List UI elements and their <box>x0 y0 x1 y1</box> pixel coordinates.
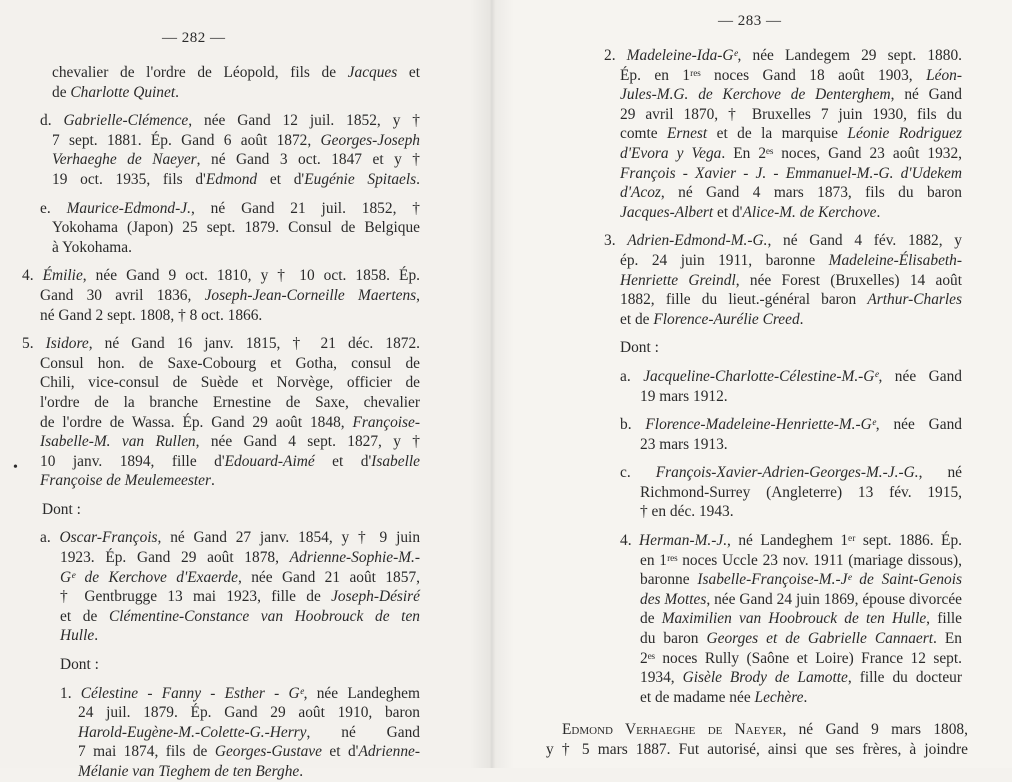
text-line: Consul hon. de Saxe-Cobourg et Gotha, consul de <box>40 354 420 372</box>
text-line: et de madame née Lechère. <box>640 688 808 706</box>
text-line: 7 mai 1874, fils de Georges-Gustave et d'Adrienne- <box>78 743 420 761</box>
text-line: 2ᵉˢ noces Rully (Saône et Loire) France 12 sept. <box>640 649 962 667</box>
text-line: Henriette Greindl, née Forest (Bruxelles) 14 août <box>620 271 963 289</box>
text-line: Hulle. <box>60 627 99 645</box>
text-line: chevalier de l'ordre de Léopold, fils de Jacques et <box>52 64 420 81</box>
text-line: Mélanie van Tieghem de ten Berghe. <box>78 763 304 780</box>
text-line: de Charlotte Quinet. <box>52 83 179 101</box>
left-text <box>22 63 421 782</box>
page-number-right: — 283 — <box>718 13 782 29</box>
text-line: du baron Georges et de Gabrielle Cannaert. En <box>640 630 962 648</box>
text-line: Isabelle-M. van Rullen, née Gand 4 sept. 1827, y † <box>40 433 420 451</box>
text-line: et de Florence-Aurélie Creed. <box>620 310 804 328</box>
text-line: d. Gabrielle-Clémence, née Gand 12 juil. 1852, y † <box>40 112 421 130</box>
text-line: Harold-Eugène-M.-Colette-G.-Herry, né Gand <box>78 723 420 741</box>
text-line: Gᵉ de Kerchove d'Exaerde, née Gand 21 août 1857, <box>60 568 420 586</box>
text-line: Yokohama (Japon) 25 sept. 1879. Consul de Belgique <box>52 219 420 237</box>
text-line: a. Oscar-François, né Gand 27 janv. 1854, y † 9 juin <box>40 529 421 547</box>
text-line: d'Acoz, né Gand 4 mars 1873, fils du baron <box>620 184 962 202</box>
text-line: baronne Isabelle-Françoise-M.-Jᵉ de Saint-Genois <box>640 571 962 589</box>
page-number-left: — 282 — <box>162 30 226 46</box>
text-line: 10 janv. 1894, fille d'Edouard-Aimé et d'Isabelle <box>40 452 420 470</box>
text-line: a. Jacqueline-Charlotte-Célestine-M.-Gᵉ, née Gand <box>620 367 962 385</box>
text-line: 24 juil. 1879. Ép. Gand 29 août 1910, baron <box>78 704 420 722</box>
text-line: l'ordre de la branche Ernestine de Saxe, chevalier <box>40 393 420 411</box>
stray-dot: • <box>13 460 18 475</box>
text-line: d'Evora y Vega. En 2ᵉˢ noces, Gand 23 août 1932, <box>620 144 962 162</box>
text-line: ép. 24 juin 1911, baronne Madeleine-Élisabeth- <box>620 251 962 269</box>
text-line: 1934, Gisèle Brody de Lamotte, fille du docteur <box>640 669 962 687</box>
text-line: François - Xavier - J. - Emmanuel-M.-G. d'Udekem <box>620 164 962 182</box>
text-line: 2. Madeleine-Ida-Gᵉ, née Landegem 29 sept. 1880. <box>604 47 962 64</box>
text-line: et de Clémentine-Constance van Hoobrouck de ten <box>60 607 420 625</box>
text-line: Verhaeghe de Naeyer, né Gand 3 oct. 1847 et y † <box>52 151 420 169</box>
text-line: Françoise de Meulemeester. <box>40 472 215 490</box>
text-line: Dont : <box>42 500 81 518</box>
text-line: à Yokohama. <box>52 238 132 256</box>
text-line: Jacques-Albert et d'Alice-M. de Kerchove. <box>620 203 881 221</box>
text-line: de Maximilien van Hoobrouck de ten Hulle, fille <box>640 610 962 628</box>
text-line: 4. Émilie, née Gand 9 oct. 1810, y † 10 oct. 1858. Ép. <box>22 267 420 285</box>
text-line: 1. Célestine - Fanny - Esther - Gᵉ, née Landeghem <box>60 684 420 702</box>
text-line: c. François-Xavier-Adrien-Georges-M.-J.-G., né <box>620 464 962 482</box>
right-page <box>492 0 1012 768</box>
text-line: 1923. Ép. Gand 29 août 1878, Adrienne-Sophie-M.- <box>60 549 420 567</box>
text-line: 19 oct. 1935, fils d'Edmond et d'Eugénie Spitaels. <box>52 170 420 188</box>
text-line: † en déc. 1943. <box>640 503 734 521</box>
text-line: † Gentbrugge 13 mai 1923, fille de Joseph-Désiré <box>60 588 420 606</box>
text-line: comte Ernest et de la marquise Léonie Rodriguez <box>620 125 962 143</box>
text-line: Chili, vice-consul de Suède et Norvège, officier de <box>40 374 420 392</box>
text-line: Dont : <box>60 656 99 674</box>
text-line: Ép. en 1ʳᵉˢ noces Gand 18 août 1903, Léon- <box>620 66 962 84</box>
text-line: 4. Herman-M.-J., né Landeghem 1ᵉʳ sept. 1886. Ép. <box>620 532 962 550</box>
text-line: Jules-M.G. de Kerchove de Denterghem, né Gand <box>620 86 962 104</box>
text-line: 7 sept. 1881. Ép. Gand 6 août 1872, Georges-Joseph <box>52 131 420 149</box>
text-line: e. Maurice-Edmond-J., né Gand 21 juil. 1852, † <box>40 199 420 217</box>
text-line: de l'ordre de Wassa. Ép. Gand 29 août 1848, Françoise- <box>40 413 420 431</box>
text-line: Dont : <box>620 339 659 357</box>
text-line: 1882, fille du lieut.-général baron Arthur-Charles <box>620 291 962 309</box>
text-line: Richmond-Surrey (Angleterre) 13 fév. 1915, <box>640 483 962 501</box>
text-line: 23 mars 1913. <box>640 435 728 453</box>
text-line: 19 mars 1912. <box>640 387 728 405</box>
text-line: des Mottes, née Gand 24 juin 1869, épouse divorcée <box>640 590 962 608</box>
text-line: Gand 30 avril 1836, Joseph-Jean-Corneille Maertens, <box>40 286 420 304</box>
text-line: y † 5 mars 1887. Fut autorisé, ainsi que ses frères, à joindre <box>546 741 968 758</box>
text-line: b. Florence-Madeleine-Henriette-M.-Gᵉ, née Gand <box>620 416 962 434</box>
text-line: 3. Adrien-Edmond-M.-G., né Gand 4 fév. 1882, y <box>604 232 962 250</box>
left-page <box>0 0 492 780</box>
text-line: 29 avril 1870, † Bruxelles 7 juin 1930, fils du <box>620 105 962 123</box>
text-line: Edmond Verhaeghe de Naeyer, né Gand 9 mars 1808, <box>562 721 968 739</box>
text-line: né Gand 2 sept. 1808, † 8 oct. 1866. <box>40 306 263 324</box>
text-line: 5. Isidore, né Gand 16 janv. 1815, † 21 déc. 1872. <box>22 335 421 353</box>
text-line: en 1ʳᵉˢ noces Uccle 23 nov. 1911 (mariage dissous), <box>640 551 962 569</box>
right-text <box>546 46 968 760</box>
